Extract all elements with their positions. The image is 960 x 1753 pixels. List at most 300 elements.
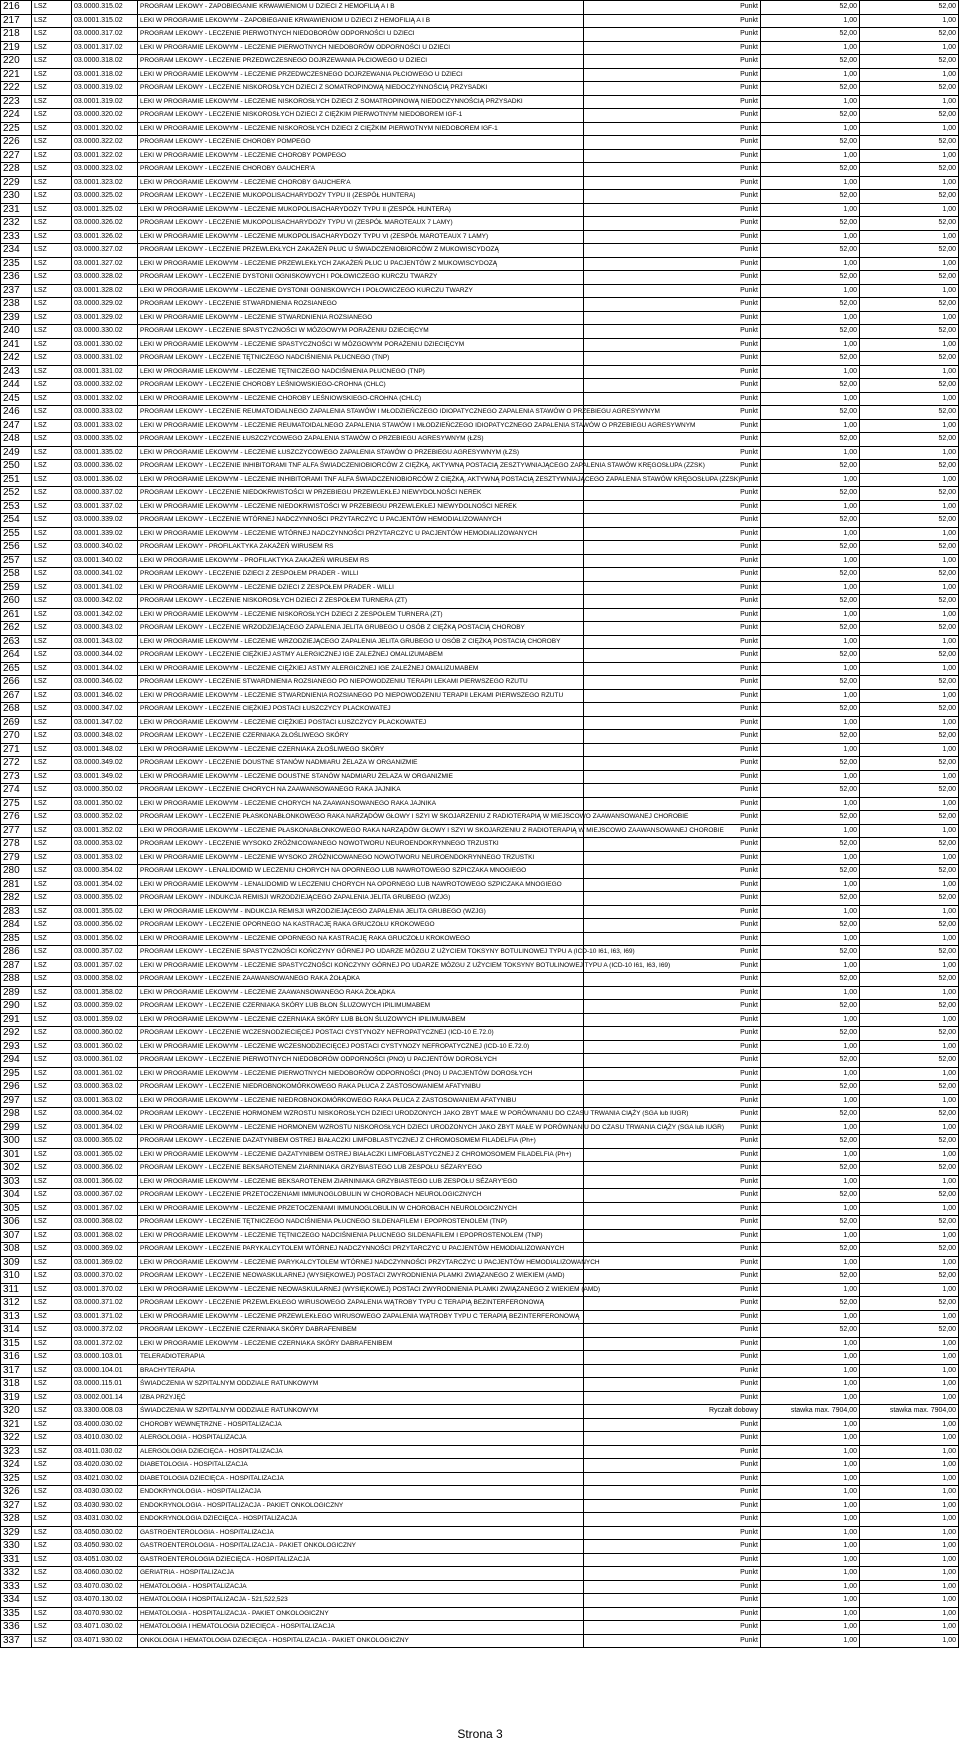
value-2-cell: 52,00 xyxy=(860,595,959,609)
value-1-cell: 1,00 xyxy=(761,1567,860,1581)
value-1-cell: 52,00 xyxy=(761,1162,860,1176)
section-code-cell: LSZ xyxy=(32,905,72,919)
row-number-cell: 315 xyxy=(1,1337,32,1351)
table-row xyxy=(1,446,959,460)
service-name-cell: LEKI W PROGRAMIE LEKOWYM - LECZENIE ZAAWANSOWANEGO RAKA ŻOŁĄDKA xyxy=(138,986,584,1000)
table-row xyxy=(1,527,959,541)
row-number-cell: 249 xyxy=(1,446,32,460)
service-code-cell: 03.0000.344.02 xyxy=(72,649,138,663)
page-number: Strona 3 xyxy=(457,1727,503,1741)
service-name-cell: PROGRAM LEKOWY - LECZENIE PRZETOCZENIAMI IMMUNOGLOBULIN W CHOROBACH NEUROLOGICZNYCH xyxy=(138,1189,584,1203)
table-row xyxy=(1,635,959,649)
value-2-cell: 52,00 xyxy=(860,1027,959,1041)
unit-cell: Punkt xyxy=(584,217,761,231)
table-row xyxy=(1,419,959,433)
service-code-cell: 03.0001.359.02 xyxy=(72,1013,138,1027)
unit-cell: Punkt xyxy=(584,473,761,487)
row-number-cell: 271 xyxy=(1,743,32,757)
value-1-cell: 1,00 xyxy=(761,1256,860,1270)
value-1-cell: 1,00 xyxy=(761,1040,860,1054)
section-code-cell: LSZ xyxy=(32,581,72,595)
service-name-cell: DIABETOLOGIA - HOSPITALIZACJA xyxy=(138,1459,584,1473)
unit-cell: Ryczałt dobowy xyxy=(584,1405,761,1419)
row-number-cell: 287 xyxy=(1,959,32,973)
row-number-cell: 272 xyxy=(1,757,32,771)
table-row xyxy=(1,217,959,231)
service-name-cell: PROGRAM LEKOWY - LECZENIE NIEDOKRWISTOŚCI W PRZEBIEGU PRZEWLEKŁEJ NIEWYDOLNOŚCI NEREK xyxy=(138,487,584,501)
row-number-cell: 298 xyxy=(1,1108,32,1122)
service-name-cell: LEKI W PROGRAMIE LEKOWYM - LECZENIE MUKOPOLISACHARYDOZY TYPU VI (ZESPÓŁ MAROTEAUX 7 LAMY) xyxy=(138,230,584,244)
service-name-cell: PROGRAM LEKOWY - LECZENIE NISKOROSŁYCH DZIECI Z CIĘŻKIM PIERWOTNYM NIEDOBOREM IGF-1 xyxy=(138,109,584,123)
section-code-cell: LSZ xyxy=(32,973,72,987)
unit-cell: Punkt xyxy=(584,1445,761,1459)
section-code-cell: LSZ xyxy=(32,1499,72,1513)
value-2-cell: 52,00 xyxy=(860,1054,959,1068)
value-1-cell: 52,00 xyxy=(761,163,860,177)
row-number-cell: 257 xyxy=(1,554,32,568)
service-code-cell: 03.0001.370.02 xyxy=(72,1283,138,1297)
unit-cell: Punkt xyxy=(584,1621,761,1635)
unit-cell: Punkt xyxy=(584,1081,761,1095)
unit-cell: Punkt xyxy=(584,365,761,379)
row-number-cell: 310 xyxy=(1,1270,32,1284)
table-row xyxy=(1,1391,959,1405)
service-name-cell: LEKI W PROGRAMIE LEKOWYM - LECZENIE CHOROBY GAUCHER'A xyxy=(138,176,584,190)
unit-cell: Punkt xyxy=(584,500,761,514)
row-number-cell: 312 xyxy=(1,1297,32,1311)
table-row xyxy=(1,689,959,703)
value-2-cell: 1,00 xyxy=(860,149,959,163)
section-code-cell: LSZ xyxy=(32,419,72,433)
value-1-cell: 52,00 xyxy=(761,919,860,933)
service-name-cell: LEKI W PROGRAMIE LEKOWYM - ZAPOBIEGANIE KRWAWIENIOM U DZIECI Z HEMOFILIĄ A I B xyxy=(138,14,584,28)
value-2-cell: 52,00 xyxy=(860,1243,959,1257)
value-1-cell: 1,00 xyxy=(761,1175,860,1189)
unit-cell: Punkt xyxy=(584,1526,761,1540)
row-number-cell: 278 xyxy=(1,838,32,852)
row-number-cell: 252 xyxy=(1,487,32,501)
value-1-cell: 52,00 xyxy=(761,838,860,852)
service-name-cell: PROGRAM LEKOWY - LECZENIE SPASTYCZNOŚCI W MÓZGOWYM PORAŻENIU DZIECIĘCYM xyxy=(138,325,584,339)
row-number-cell: 269 xyxy=(1,716,32,730)
table-row xyxy=(1,487,959,501)
value-2-cell: 52,00 xyxy=(860,919,959,933)
unit-cell: Punkt xyxy=(584,1,761,15)
table-row xyxy=(1,784,959,798)
row-number-cell: 319 xyxy=(1,1391,32,1405)
section-code-cell: LSZ xyxy=(32,554,72,568)
unit-cell: Punkt xyxy=(584,68,761,82)
service-name-cell: PROGRAM LEKOWY - LECZENIE CIĘŻKIEJ ASTMY ALERGICZNEJ IGE ZALEŻNEJ OMALIZUMABEM xyxy=(138,649,584,663)
table-row xyxy=(1,298,959,312)
row-number-cell: 329 xyxy=(1,1526,32,1540)
table-row xyxy=(1,851,959,865)
service-code-cell: 03.3300.008.03 xyxy=(72,1405,138,1419)
value-2-cell: 1,00 xyxy=(860,257,959,271)
value-1-cell: 1,00 xyxy=(761,878,860,892)
value-1-cell: 52,00 xyxy=(761,82,860,96)
unit-cell: Punkt xyxy=(584,1243,761,1257)
section-code-cell: LSZ xyxy=(32,568,72,582)
value-2-cell: 52,00 xyxy=(860,379,959,393)
value-1-cell: 52,00 xyxy=(761,757,860,771)
service-code-cell: 03.0001.327.02 xyxy=(72,257,138,271)
unit-cell: Punkt xyxy=(584,568,761,582)
table-row xyxy=(1,838,959,852)
table-row xyxy=(1,878,959,892)
table-row xyxy=(1,325,959,339)
service-name-cell: PROGRAM LEKOWY - LECZENIE NISKOROSŁYCH DZIECI Z ZESPOŁEM TURNERA (ZT) xyxy=(138,595,584,609)
section-code-cell: LSZ xyxy=(32,230,72,244)
value-2-cell: 52,00 xyxy=(860,1270,959,1284)
table-row xyxy=(1,1634,959,1648)
unit-cell: Punkt xyxy=(584,635,761,649)
section-code-cell: LSZ xyxy=(32,703,72,717)
table-row xyxy=(1,1621,959,1635)
value-1-cell: 1,00 xyxy=(761,1337,860,1351)
service-name-cell: LEKI W PROGRAMIE LEKOWYM - LECZENIE OPORNEGO NA KASTRACJĘ RAKA GRUCZOŁU KROKOWEGO xyxy=(138,932,584,946)
value-1-cell: 52,00 xyxy=(761,190,860,204)
row-number-cell: 220 xyxy=(1,55,32,69)
table-row xyxy=(1,1445,959,1459)
value-1-cell: 52,00 xyxy=(761,1270,860,1284)
value-2-cell: 1,00 xyxy=(860,608,959,622)
section-code-cell: LSZ xyxy=(32,325,72,339)
table-row xyxy=(1,473,959,487)
table-row xyxy=(1,190,959,204)
table-row xyxy=(1,1540,959,1554)
table-row xyxy=(1,514,959,528)
section-code-cell: LSZ xyxy=(32,1553,72,1567)
unit-cell: Punkt xyxy=(584,82,761,96)
row-number-cell: 225 xyxy=(1,122,32,136)
service-name-cell: PROGRAM LEKOWY - LECZENIE CZERNIAKA ZŁOŚLIWEGO SKÓRY xyxy=(138,730,584,744)
service-code-cell: 03.0000.341.02 xyxy=(72,568,138,582)
table-row xyxy=(1,959,959,973)
unit-cell: Punkt xyxy=(584,1000,761,1014)
value-2-cell: 1,00 xyxy=(860,1013,959,1027)
unit-cell: Punkt xyxy=(584,986,761,1000)
value-1-cell: 1,00 xyxy=(761,1013,860,1027)
service-name-cell: LEKI W PROGRAMIE LEKOWYM - LECZENIE SPASTYCZNOŚCI KOŃCZYNY GÓRNEJ PO UDARZE MÓZGU Z UŻYCIEM TOKSYNY BOTULINOWEJ TYPU A (ICD-10 I61, I63, I69) xyxy=(138,959,584,973)
table-row xyxy=(1,149,959,163)
table-row xyxy=(1,608,959,622)
service-code-cell: 03.0000.327.02 xyxy=(72,244,138,258)
table-row xyxy=(1,55,959,69)
service-name-cell: PROGRAM LEKOWY - LECZENIE BEKSAROTENEM ZIARNINIAKA GRZYBIASTEGO LUB ZESPOŁU SÉZARY'EGO xyxy=(138,1162,584,1176)
row-number-cell: 313 xyxy=(1,1310,32,1324)
service-name-cell: LEKI W PROGRAMIE LEKOWYM - PROFILAKTYKA ZAKAŻEŃ WIRUSEM RS xyxy=(138,554,584,568)
section-code-cell: LSZ xyxy=(32,1391,72,1405)
service-code-cell: 03.0001.323.02 xyxy=(72,176,138,190)
value-2-cell: 1,00 xyxy=(860,230,959,244)
value-2-cell: 1,00 xyxy=(860,338,959,352)
service-code-cell: 03.0000.364.02 xyxy=(72,1108,138,1122)
unit-cell: Punkt xyxy=(584,460,761,474)
value-1-cell: 52,00 xyxy=(761,379,860,393)
table-row xyxy=(1,1513,959,1527)
section-code-cell: LSZ xyxy=(32,797,72,811)
table-row xyxy=(1,676,959,690)
row-number-cell: 270 xyxy=(1,730,32,744)
row-number-cell: 285 xyxy=(1,932,32,946)
service-code-cell: 03.0000.365.02 xyxy=(72,1135,138,1149)
service-code-cell: 03.0000.348.02 xyxy=(72,730,138,744)
section-code-cell: LSZ xyxy=(32,1229,72,1243)
section-code-cell: LSZ xyxy=(32,1283,72,1297)
value-2-cell: 52,00 xyxy=(860,784,959,798)
value-1-cell: 1,00 xyxy=(761,770,860,784)
value-1-cell: 52,00 xyxy=(761,703,860,717)
service-name-cell: LEKI W PROGRAMIE LEKOWYM - LECZENIE WRZODZIEJĄCEGO ZAPALENIA JELITA GRUBEGO U OSÓB Z CIĘŻKĄ POSTACIĄ CHOROBY xyxy=(138,635,584,649)
unit-cell: Punkt xyxy=(584,392,761,406)
unit-cell: Punkt xyxy=(584,1418,761,1432)
value-1-cell: 52,00 xyxy=(761,460,860,474)
row-number-cell: 280 xyxy=(1,865,32,879)
value-2-cell: stawka max. 7904,00 xyxy=(860,1405,959,1419)
value-2-cell: 52,00 xyxy=(860,703,959,717)
service-name-cell: IZBA PRZYJĘĆ xyxy=(138,1391,584,1405)
service-code-cell: 03.0000.323.02 xyxy=(72,163,138,177)
service-name-cell: PROGRAM LEKOWY - LECZENIE CIĘŻKIEJ POSTACI ŁUSZCZYCY PLACKOWATEJ xyxy=(138,703,584,717)
value-2-cell: 52,00 xyxy=(860,1297,959,1311)
unit-cell: Punkt xyxy=(584,1108,761,1122)
unit-cell: Punkt xyxy=(584,770,761,784)
unit-cell: Punkt xyxy=(584,1567,761,1581)
service-code-cell: 03.0000.326.02 xyxy=(72,217,138,231)
value-2-cell: 52,00 xyxy=(860,811,959,825)
service-code-cell: 03.0000.319.02 xyxy=(72,82,138,96)
service-name-cell: LEKI W PROGRAMIE LEKOWYM - LECZENIE CHORYCH NA ZAAWANSOWANEGO RAKA JAJNIKA xyxy=(138,797,584,811)
service-code-cell: 03.0001.368.02 xyxy=(72,1229,138,1243)
service-name-cell: HEMATOLOGIA - HOSPITALIZACJA - PAKIET ONKOLOGICZNY xyxy=(138,1607,584,1621)
value-2-cell: 52,00 xyxy=(860,865,959,879)
service-code-cell: 03.0001.348.02 xyxy=(72,743,138,757)
value-2-cell: 1,00 xyxy=(860,1229,959,1243)
table-row xyxy=(1,743,959,757)
value-1-cell: 1,00 xyxy=(761,1283,860,1297)
value-1-cell: 1,00 xyxy=(761,1351,860,1365)
service-name-cell: ENDOKRYNOLOGIA - HOSPITALIZACJA - PAKIET ONKOLOGICZNY xyxy=(138,1499,584,1513)
table-row xyxy=(1,1405,959,1419)
value-1-cell: 1,00 xyxy=(761,1148,860,1162)
service-code-cell: 03.0000.367.02 xyxy=(72,1189,138,1203)
service-name-cell: PROGRAM LEKOWY - LECZENIE NIEDROBNOKOMÓRKOWEGO RAKA PŁUCA Z ZASTOSOWANIEM AFATYNIBU xyxy=(138,1081,584,1095)
table-row xyxy=(1,973,959,987)
unit-cell: Punkt xyxy=(584,1472,761,1486)
value-2-cell: 1,00 xyxy=(860,1351,959,1365)
value-2-cell: 52,00 xyxy=(860,568,959,582)
row-number-cell: 259 xyxy=(1,581,32,595)
row-number-cell: 294 xyxy=(1,1054,32,1068)
service-name-cell: PROGRAM LEKOWY - LECZENIE REUMATOIDALNEGO ZAPALENIA STAWÓW I MŁODZIEŃCZEGO IDIOPATYCZNEGO ZAPALENIA STAWÓW O PRZEBIEGU AGRESYWNYM xyxy=(138,406,584,420)
service-name-cell: LEKI W PROGRAMIE LEKOWYM - LECZENIE DAZATYNIBEM OSTREJ BIAŁACZKI LIMFOBLASTYCZNEJ Z CHROMOSOMEM FILADELFIA (Ph+) xyxy=(138,1148,584,1162)
service-code-cell: 03.0000.331.02 xyxy=(72,352,138,366)
value-2-cell: 1,00 xyxy=(860,203,959,217)
service-code-cell: 03.0000.356.02 xyxy=(72,919,138,933)
service-code-cell: 03.0000.318.02 xyxy=(72,55,138,69)
service-code-cell: 03.0000.317.02 xyxy=(72,28,138,42)
value-1-cell: 52,00 xyxy=(761,676,860,690)
value-2-cell: 52,00 xyxy=(860,55,959,69)
table-row xyxy=(1,1243,959,1257)
service-code-cell: 03.0001.366.02 xyxy=(72,1175,138,1189)
unit-cell: Punkt xyxy=(584,1148,761,1162)
table-row xyxy=(1,311,959,325)
unit-cell: Punkt xyxy=(584,41,761,55)
value-2-cell: 1,00 xyxy=(860,770,959,784)
service-code-cell: 03.0001.339.02 xyxy=(72,527,138,541)
section-code-cell: LSZ xyxy=(32,649,72,663)
unit-cell: Punkt xyxy=(584,932,761,946)
section-code-cell: LSZ xyxy=(32,379,72,393)
value-1-cell: 1,00 xyxy=(761,446,860,460)
section-code-cell: LSZ xyxy=(32,743,72,757)
service-code-cell: 03.4011.030.02 xyxy=(72,1445,138,1459)
table-row xyxy=(1,1607,959,1621)
value-2-cell: 52,00 xyxy=(860,163,959,177)
row-number-cell: 336 xyxy=(1,1621,32,1635)
value-1-cell: 1,00 xyxy=(761,392,860,406)
value-2-cell: 1,00 xyxy=(860,392,959,406)
section-code-cell: LSZ xyxy=(32,811,72,825)
value-2-cell: 52,00 xyxy=(860,973,959,987)
section-code-cell: LSZ xyxy=(32,149,72,163)
section-code-cell: LSZ xyxy=(32,433,72,447)
value-2-cell: 1,00 xyxy=(860,986,959,1000)
row-number-cell: 253 xyxy=(1,500,32,514)
unit-cell: Punkt xyxy=(584,1135,761,1149)
value-1-cell: 1,00 xyxy=(761,1472,860,1486)
value-2-cell: 1,00 xyxy=(860,284,959,298)
value-1-cell: 1,00 xyxy=(761,1553,860,1567)
value-2-cell: 1,00 xyxy=(860,689,959,703)
service-code-cell: 03.0001.318.02 xyxy=(72,68,138,82)
section-code-cell: LSZ xyxy=(32,1013,72,1027)
section-code-cell: LSZ xyxy=(32,392,72,406)
service-name-cell: PROGRAM LEKOWY - LECZENIE CHORYCH NA ZAAWANSOWANEGO RAKA JAJNIKA xyxy=(138,784,584,798)
value-2-cell: 1,00 xyxy=(860,1040,959,1054)
value-1-cell: 1,00 xyxy=(761,905,860,919)
value-2-cell: 52,00 xyxy=(860,433,959,447)
row-number-cell: 284 xyxy=(1,919,32,933)
value-2-cell: 1,00 xyxy=(860,554,959,568)
table-row xyxy=(1,1310,959,1324)
row-number-cell: 327 xyxy=(1,1499,32,1513)
row-number-cell: 311 xyxy=(1,1283,32,1297)
service-name-cell: PROGRAM LEKOWY - LECZENIE CZERNIAKA SKÓRY DABRAFENIBEM xyxy=(138,1324,584,1338)
unit-cell: Punkt xyxy=(584,163,761,177)
unit-cell: Punkt xyxy=(584,1162,761,1176)
value-1-cell: 52,00 xyxy=(761,244,860,258)
unit-cell: Punkt xyxy=(584,541,761,555)
unit-cell: Punkt xyxy=(584,973,761,987)
service-name-cell: PROGRAM LEKOWY - LECZENIE TĘTNICZEGO NADCIŚNIENIA PŁUCNEGO SILDENAFILEM I EPOPROSTENOLEM (TNP) xyxy=(138,1216,584,1230)
table-row xyxy=(1,28,959,42)
section-code-cell: LSZ xyxy=(32,1027,72,1041)
service-code-cell: 03.0001.329.02 xyxy=(72,311,138,325)
unit-cell: Punkt xyxy=(584,1189,761,1203)
value-2-cell: 52,00 xyxy=(860,217,959,231)
service-name-cell: LEKI W PROGRAMIE LEKOWYM - LECZENIE NISKOROSŁYCH DZIECI Z CIĘŻKIM PIERWOTNYM NIEDOBOREM IGF-1 xyxy=(138,122,584,136)
unit-cell: Punkt xyxy=(584,1324,761,1338)
row-number-cell: 230 xyxy=(1,190,32,204)
service-name-cell: ENDOKRYNOLOGIA DZIECIĘCA - HOSPITALIZACJA xyxy=(138,1513,584,1527)
service-name-cell: PROGRAM LEKOWY - LECZENIE INHIBITORAMI TNF ALFA ŚWIADCZENIOBIORCÓW Z CIĘŻKĄ, AKTYWNĄ POSTACIĄ ZESZTYWNIAJĄCEGO ZAPALENIA STAWÓW KRĘGOSŁUPA (ZZSK) xyxy=(138,460,584,474)
service-code-cell: 03.4051.030.02 xyxy=(72,1553,138,1567)
service-code-cell: 03.0000.328.02 xyxy=(72,271,138,285)
section-code-cell: LSZ xyxy=(32,1216,72,1230)
service-name-cell: HEMATOLOGIA - HOSPITALIZACJA xyxy=(138,1580,584,1594)
value-1-cell: 52,00 xyxy=(761,622,860,636)
service-code-cell: 03.0001.372.02 xyxy=(72,1337,138,1351)
value-1-cell: 1,00 xyxy=(761,851,860,865)
section-code-cell: LSZ xyxy=(32,1445,72,1459)
section-code-cell: LSZ xyxy=(32,190,72,204)
row-number-cell: 236 xyxy=(1,271,32,285)
row-number-cell: 243 xyxy=(1,365,32,379)
row-number-cell: 297 xyxy=(1,1094,32,1108)
row-number-cell: 321 xyxy=(1,1418,32,1432)
section-code-cell: LSZ xyxy=(32,122,72,136)
service-code-cell: 03.0000.369.02 xyxy=(72,1243,138,1257)
section-code-cell: LSZ xyxy=(32,1108,72,1122)
section-code-cell: LSZ xyxy=(32,595,72,609)
service-name-cell: LEKI W PROGRAMIE LEKOWYM - LECZENIE STWARDNIENIA ROZSIANEGO xyxy=(138,311,584,325)
row-number-cell: 289 xyxy=(1,986,32,1000)
section-code-cell: LSZ xyxy=(32,541,72,555)
service-name-cell: ENDOKRYNOLOGIA - HOSPITALIZACJA xyxy=(138,1486,584,1500)
unit-cell: Punkt xyxy=(584,487,761,501)
unit-cell: Punkt xyxy=(584,338,761,352)
service-name-cell: HEMATOLOGIA I HOSPITALIZACJA - 521,522,523 xyxy=(138,1594,584,1608)
section-code-cell: LSZ xyxy=(32,1270,72,1284)
value-2-cell: 1,00 xyxy=(860,905,959,919)
value-2-cell: 52,00 xyxy=(860,1,959,15)
row-number-cell: 221 xyxy=(1,68,32,82)
value-2-cell: 52,00 xyxy=(860,622,959,636)
value-1-cell: 52,00 xyxy=(761,865,860,879)
section-code-cell: LSZ xyxy=(32,959,72,973)
section-code-cell: LSZ xyxy=(32,824,72,838)
service-name-cell: PROGRAM LEKOWY - LECZENIE PARYKALCYTOLEM WTÓRNEJ NADCZYNNOŚCI PRZYTARCZYC U PACJENTÓW HEMODIALIZOWANYCH xyxy=(138,1243,584,1257)
value-1-cell: 52,00 xyxy=(761,1,860,15)
service-code-cell: 03.0000.103.01 xyxy=(72,1351,138,1365)
value-1-cell: 52,00 xyxy=(761,55,860,69)
row-number-cell: 247 xyxy=(1,419,32,433)
table-row xyxy=(1,1351,959,1365)
service-name-cell: PROGRAM LEKOWY - LECZENIE OPORNEGO NA KASTRACJĘ RAKA GRUCZOŁU KROKOWEGO xyxy=(138,919,584,933)
row-number-cell: 290 xyxy=(1,1000,32,1014)
unit-cell: Punkt xyxy=(584,797,761,811)
row-number-cell: 335 xyxy=(1,1607,32,1621)
service-name-cell: ŚWIADCZENIA W SZPITALNYM ODDZIALE RATUNKOWYM xyxy=(138,1378,584,1392)
value-1-cell: 1,00 xyxy=(761,122,860,136)
table-row xyxy=(1,82,959,96)
section-code-cell: LSZ xyxy=(32,838,72,852)
service-code-cell: 03.0000.320.02 xyxy=(72,109,138,123)
value-2-cell: 1,00 xyxy=(860,1594,959,1608)
value-2-cell: 1,00 xyxy=(860,311,959,325)
table-row xyxy=(1,581,959,595)
value-1-cell: 1,00 xyxy=(761,500,860,514)
row-number-cell: 286 xyxy=(1,946,32,960)
section-code-cell: LSZ xyxy=(32,1634,72,1648)
value-2-cell: 1,00 xyxy=(860,635,959,649)
value-1-cell: 1,00 xyxy=(761,1418,860,1432)
value-1-cell: 52,00 xyxy=(761,649,860,663)
unit-cell: Punkt xyxy=(584,1364,761,1378)
